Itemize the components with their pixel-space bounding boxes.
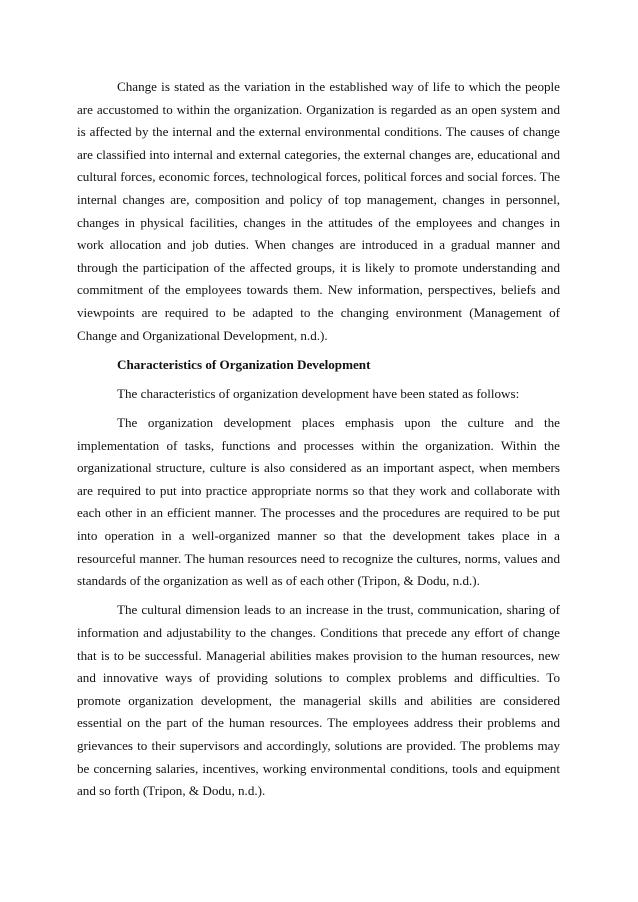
paragraph-cultural-dimension: The cultural dimension leads to an increase in the trust, communication, sharing of information and adjustability to the changes. Conditions that precede any effort of change that is to be successful. Managerial abilities makes provision to the human resources, new and innovative ways of providing solutions to complex problems and difficulties. To promote organization development, the managerial skills and abilities are considered essential on the part of the human resources. The employees address their problems and grievances to their supervisors and accordingly, solutions are provided. The problems may be concerning salaries, incentives, working environmental conditions, tools and equipment and so forth (Tripon, & Dodu, n.d.). [77,602,560,799]
section-heading: Characteristics of Organization Development [117,356,371,372]
paragraph-change-definition: Change is stated as the variation in the established way of life to which the people are accustomed to within the organization. Organization is regarded as an open system and is affected by the internal and the external environmental conditions. The causes of change are classified into internal and external categories, the external changes are, educational and cultural forces, economic forces, technological forces, political forces and social forces. The internal changes are, composition and policy of top management, changes in personnel, changes in physical facilities, changes in the attitudes of the employees and changes in work allocation and job duties. When changes are introduced in a gradual manner and through the participation of the affected groups, it is likely to promote understanding and commitment of the employees towards them. New information, perspectives, beliefs and viewpoints are required to be adapted to the changing environment (Management of Change and Organizational Development, n.d.). [77,79,560,343]
paragraph-culture-emphasis: The organization development places emphasis upon the culture and the implementation of tasks, functions and processes within the organization. Within the organizational structure, culture is also considered as an important aspect, when members are required to put into practice appropriate norms so that they work and collaborate with each other in an efficient manner. The processes and the procedures are required to be put into operation in a well-organized manner so that the development takes place in a resourceful manner. The human resources need to recognize the cultures, norms, values and standards of the organization as well as of each other (Tripon, & Dodu, n.d.). [77,415,560,589]
document-body [77,76,560,809]
section-intro: The characteristics of organization development have been stated as follows: [117,385,520,401]
